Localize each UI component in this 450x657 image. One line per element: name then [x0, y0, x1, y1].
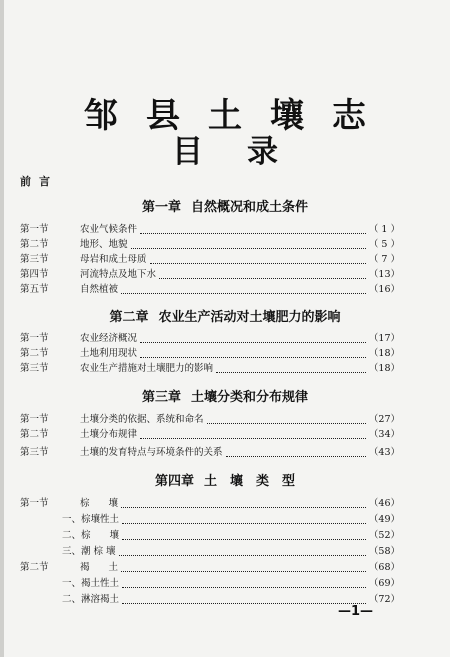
page-number: （18）: [368, 348, 400, 359]
section-number: 第一节: [20, 333, 49, 344]
entry-title: 土壤分布规律: [80, 429, 138, 440]
toc-row[interactable]: [20, 347, 400, 361]
section-number: 第二节: [20, 429, 49, 440]
dot-leader: [119, 554, 366, 556]
page-number: （34）: [368, 429, 400, 440]
page-number: （43）: [368, 447, 400, 458]
toc-row[interactable]: [20, 497, 400, 511]
chapter-heading: [0, 470, 450, 489]
section-number: 第二节: [20, 348, 49, 359]
chapter-heading: [0, 386, 450, 405]
section-number: 第二节: [20, 239, 49, 250]
entry-title: 自然植被: [80, 284, 119, 295]
toc-row[interactable]: [20, 268, 400, 282]
entry-title: 母岩和成土母质: [80, 254, 147, 265]
page-number: （ 7 ）: [368, 254, 400, 265]
page-number: （27）: [368, 414, 400, 425]
toc-row[interactable]: [20, 283, 400, 297]
toc-row[interactable]: [20, 413, 400, 427]
entry-title: 土壤的发育特点与环境条件的关系: [80, 447, 223, 458]
dot-leader: [140, 437, 366, 439]
dot-leader: [140, 341, 366, 343]
page-number: （ 5 ）: [368, 239, 400, 250]
dot-leader: [122, 522, 366, 524]
dot-leader: [150, 262, 366, 264]
section-number: 第三节: [20, 363, 49, 374]
chapter-title: 农业生产活动对土壤肥力的影响: [158, 310, 341, 325]
page-number: （46）: [368, 498, 400, 509]
toc-row[interactable]: [20, 332, 400, 346]
entry-title: 褐 土: [80, 562, 119, 573]
section-number: 第三节: [20, 447, 49, 458]
dot-leader: [122, 586, 366, 588]
page-number: （16）: [368, 284, 400, 295]
entry-title: 棕 壤: [80, 498, 119, 509]
chapter-title: 土 壤 类 型: [204, 474, 296, 489]
page-footer-number: —1—: [338, 604, 374, 619]
toc-row[interactable]: [20, 561, 400, 575]
page-number: （58）: [368, 546, 400, 557]
entry-title: 农业气候条件: [80, 224, 138, 235]
dot-leader: [122, 602, 366, 604]
page-number: （ 1 ）: [368, 224, 400, 235]
toc-row[interactable]: [20, 446, 400, 460]
section-number: 第一节: [20, 224, 49, 235]
toc-row[interactable]: [20, 428, 400, 442]
section-number: 第五节: [20, 284, 49, 295]
dot-leader: [121, 570, 366, 572]
section-number: 第一节: [20, 414, 49, 425]
entry-title: 土地利用现状: [80, 348, 138, 359]
dot-leader: [121, 506, 366, 508]
page-number: （72）: [368, 594, 400, 605]
chapter-number: 第四章: [154, 474, 194, 489]
toc-row[interactable]: [20, 545, 400, 559]
chapter-heading: [0, 196, 450, 215]
toc-row[interactable]: [20, 577, 400, 591]
toc-row[interactable]: [20, 223, 400, 237]
dot-leader: [226, 455, 366, 457]
dot-leader: [140, 356, 366, 358]
entry-title: 农业经济概况: [80, 333, 138, 344]
chapter-heading: [0, 306, 450, 325]
toc-row[interactable]: [20, 513, 400, 527]
chapter-number: 第二章: [109, 310, 149, 325]
dot-leader: [207, 422, 366, 424]
dot-leader: [140, 232, 366, 234]
chapter-title: 自然概况和成土条件: [191, 200, 309, 215]
dot-leader: [131, 247, 366, 249]
page-number: （68）: [368, 562, 400, 573]
page-number: （69）: [368, 578, 400, 589]
toc-row[interactable]: [20, 253, 400, 267]
page-number: （17）: [368, 333, 400, 344]
chapter-number: 第三章: [141, 390, 181, 405]
entry-title: 农业生产措施对土壤肥力的影响: [80, 363, 214, 374]
page-number: （13）: [368, 269, 400, 280]
preface-entry[interactable]: 前言: [20, 175, 58, 188]
dot-leader: [122, 538, 366, 540]
section-number: 第三节: [20, 254, 49, 265]
dot-leader: [159, 277, 366, 279]
entry-title: 土壤分类的依据、系统和命名: [80, 414, 204, 425]
toc-row[interactable]: [20, 362, 400, 376]
page-number: （52）: [368, 530, 400, 541]
entry-title: 河流特点及地下水: [80, 269, 157, 280]
toc-row[interactable]: [20, 238, 400, 252]
section-number: 第四节: [20, 269, 49, 280]
entry-title: 一、棕壤性土: [62, 514, 120, 525]
section-number: 第一节: [20, 498, 49, 509]
book-title: 邹县土壤志: [84, 96, 394, 136]
toc-row[interactable]: [20, 529, 400, 543]
entry-title: 一、褐土性土: [62, 578, 120, 589]
page-number: （49）: [368, 514, 400, 525]
section-number: 第二节: [20, 562, 49, 573]
dot-leader: [216, 371, 366, 373]
page-number: （18）: [368, 363, 400, 374]
toc-heading: 目录: [172, 134, 322, 170]
entry-title: 三、潮 棕 壤: [62, 546, 116, 557]
entry-title: 地形、地貌: [80, 239, 128, 250]
dot-leader: [121, 292, 366, 294]
chapter-number: 第一章: [141, 200, 181, 215]
chapter-title: 土壤分类和分布规律: [191, 390, 309, 405]
entry-title: 二、淋溶褐土: [62, 594, 120, 605]
entry-title: 二、棕 壤: [62, 530, 120, 541]
